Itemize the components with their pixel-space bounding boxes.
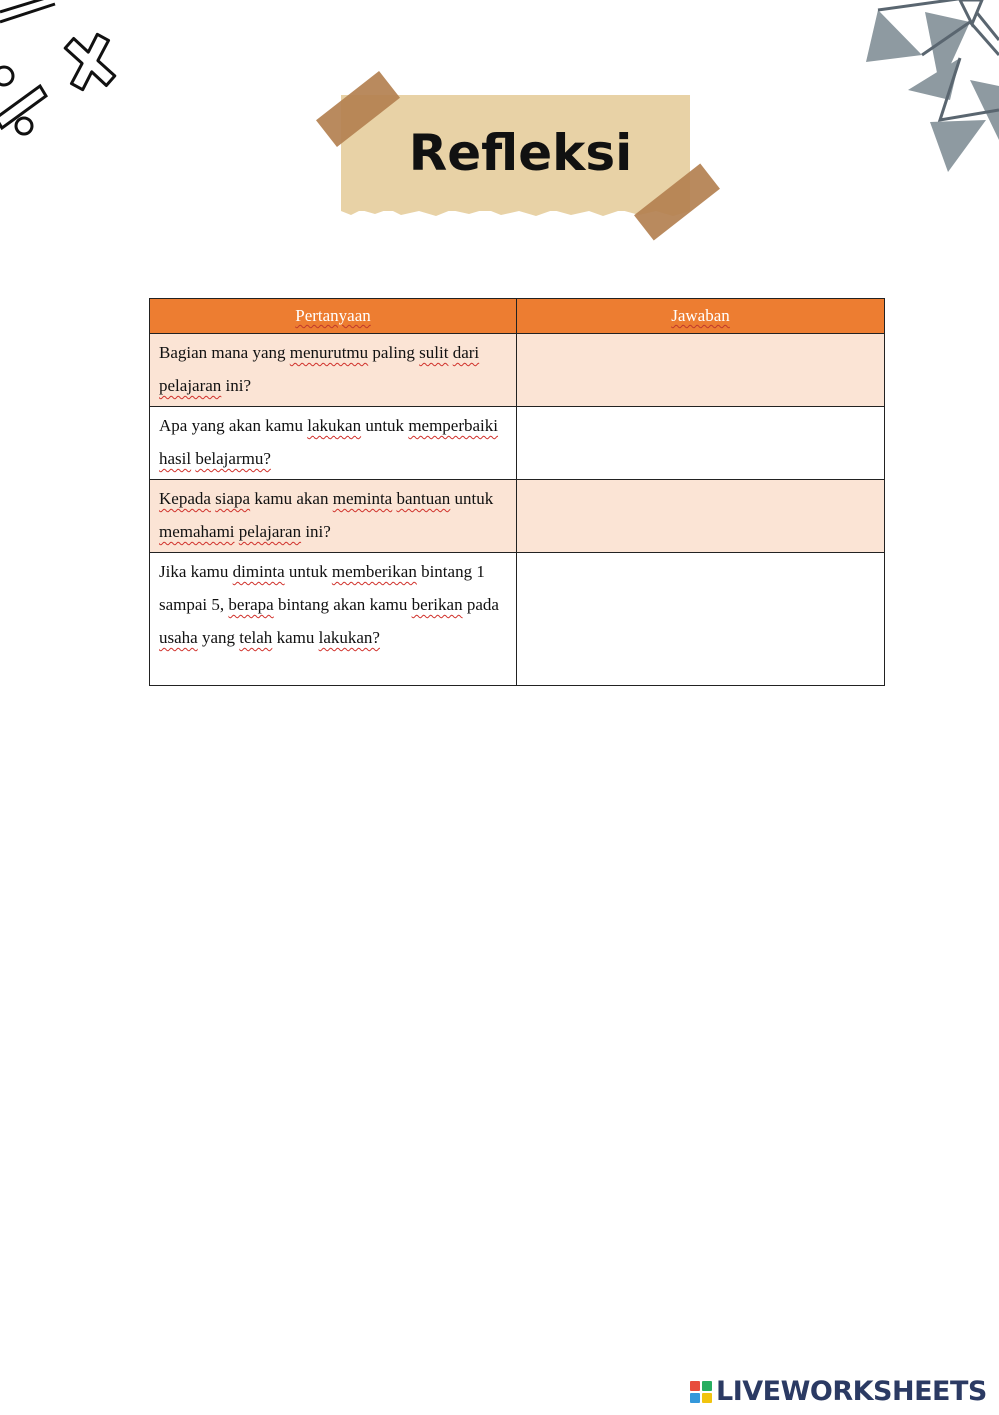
table-row: [150, 407, 885, 480]
question-cell: [150, 407, 517, 480]
question-cell: [150, 334, 517, 407]
answer-cell[interactable]: [517, 334, 885, 407]
table-row: [150, 553, 885, 686]
triangles-decoration-icon: [860, 0, 999, 175]
answer-cell[interactable]: [517, 480, 885, 553]
answer-cell[interactable]: [517, 553, 885, 686]
answer-cell[interactable]: [517, 407, 885, 480]
table-row: [150, 480, 885, 553]
question-text: Bagian mana yang menurutmu paling sulit dari pelajaran ini?: [159, 343, 480, 395]
math-doodle-icon: [0, 0, 130, 140]
header-question: Pertanyaan: [150, 299, 517, 334]
page-title: Refleksi: [408, 124, 633, 182]
logo-block: [690, 1381, 700, 1391]
question-cell: [150, 480, 517, 553]
logo-blocks-icon: [690, 1381, 712, 1403]
logo-block: [702, 1393, 712, 1403]
table-header-row: [150, 299, 885, 334]
logo-text: LIVEWORKSHEETS: [716, 1376, 987, 1407]
question-text: Jika kamu diminta untuk memberikan bintang 1 sampai 5, berapa bintang akan kamu berikan pada usaha yang telah kamu lakukan?: [159, 562, 499, 647]
question-text: Apa yang akan kamu lakukan untuk memperbaiki hasil belajarmu?: [159, 416, 499, 468]
question-text: Kepada siapa kamu akan meminta bantuan untuk memahami pelajaran ini?: [159, 489, 494, 541]
logo-block: [690, 1393, 700, 1403]
title-card: [341, 95, 690, 211]
question-cell: [150, 553, 517, 686]
header-answer: Jawaban: [517, 299, 885, 334]
table-row: [150, 334, 885, 407]
liveworksheets-logo: [690, 1376, 987, 1407]
logo-block: [702, 1381, 712, 1391]
reflection-table: [149, 298, 885, 686]
